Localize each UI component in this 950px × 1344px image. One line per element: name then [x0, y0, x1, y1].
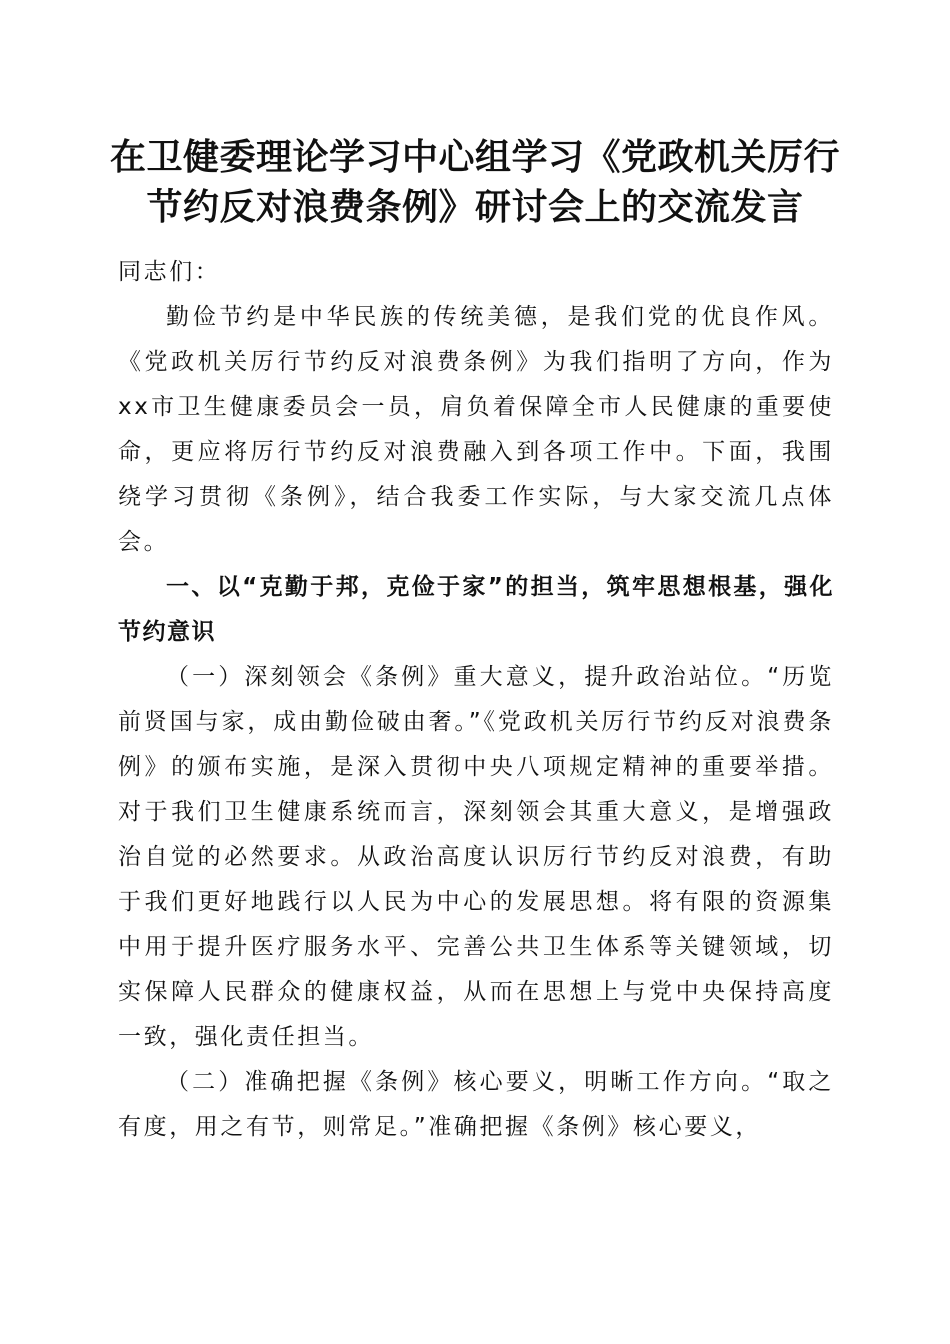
subsection-paragraph-2: （二）准确把握《条例》核心要义，明晰工作方向。“取之有度，用之有节，则常足。”准确把握《条例》核心要义，	[118, 1069, 834, 1140]
title-line-1: 在卫健委理论学习中心组学习《党政机关厉行	[109, 136, 840, 178]
document-body	[118, 250, 834, 1150]
title-line-2: 节约反对浪费条例》研讨会上的交流发言	[146, 186, 804, 228]
section-heading-1: 一、以“克勤于邦，克俭于家”的担当，筑牢思想根基，强化节约意识	[118, 574, 834, 645]
intro-paragraph: 勤俭节约是中华民族的传统美德，是我们党的优良作风。《党政机关厉行节约反对浪费条例》为我们指明了方向，作为xx市卫生健康委员会一员，肩负着保障全市人民健康的重要使命，更应将厉行节约反对浪费融入到各项工作中。下面，我围绕学习贯彻《条例》，结合我委工作实际，与大家交流几点体会。	[118, 304, 834, 555]
subsection-paragraph-1: （一）深刻领会《条例》重大意义，提升政治站位。“历览前贤国与家，成由勤俭破由奢。”《党政机关厉行节约反对浪费条例》的颁布实施，是深入贯彻中央八项规定精神的重要举措。对于我们卫生健康系统而言，深刻领会其重大意义，是增强政治自觉的必然要求。从政治高度认识厉行节约反对浪费，有助于我们更好地践行以人民为中心的发展思想。将有限的资源集中用于提升医疗服务水平、完善公共卫生体系等关键领域，切实保障人民群众的健康权益，从而在思想上与党中央保持高度一致，强化责任担当。	[118, 664, 834, 1050]
salutation: 同志们：	[118, 259, 221, 285]
document-title	[100, 132, 850, 232]
